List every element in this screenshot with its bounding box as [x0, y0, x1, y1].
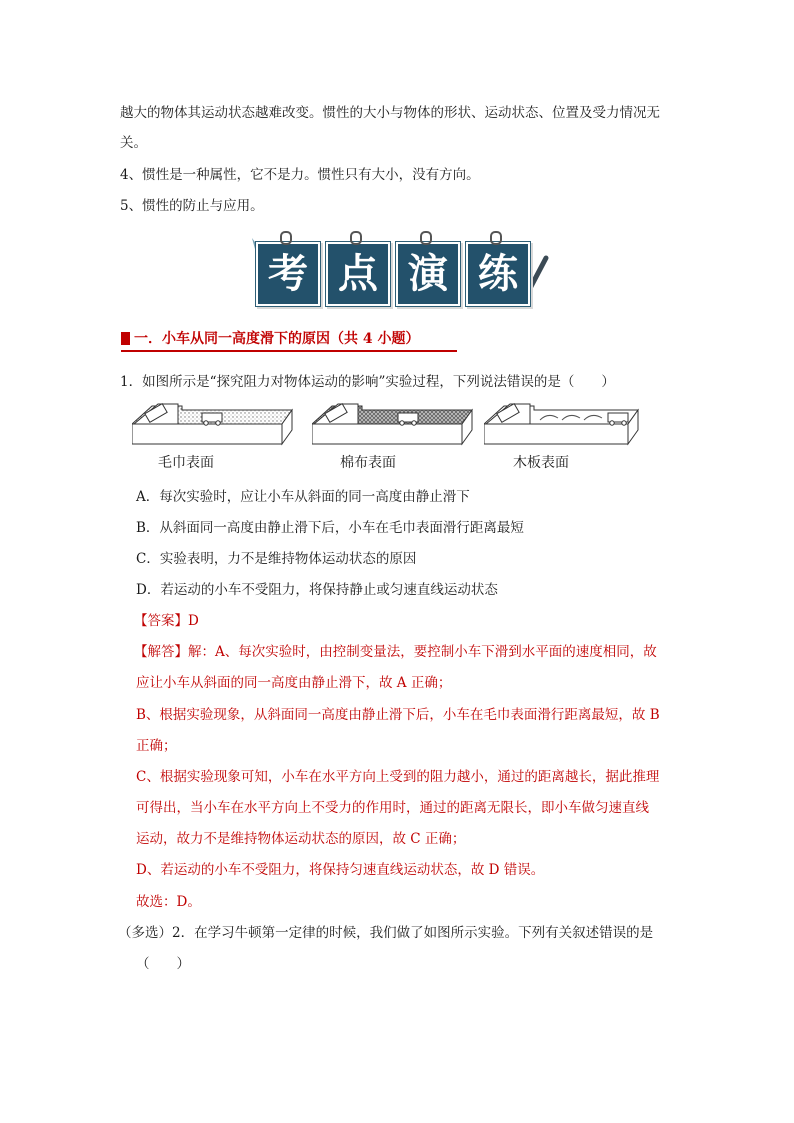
section-title: 一．小车从同一高度滑下的原因（共 4 小题）: [134, 331, 420, 347]
q1-analysis-line: C、根据实验现象可知，小车在水平方向上受到的阻力越小，通过的距离越长，据此推理: [136, 769, 660, 785]
caption-cotton: 棉布表面: [340, 455, 396, 471]
q1-analysis-line: 【解答】解：A、每次实验时，由控制变量法，要控制小车下滑到水平面的速度相同，故: [134, 644, 657, 660]
q1-stem: 1．如图所示是“探究阻力对物体运动的影响”实验过程，下列说法错误的是（ ）: [120, 374, 615, 390]
tile-ring: [280, 231, 292, 245]
q2-blank: （ ）: [136, 956, 190, 972]
q1-option-a: A．每次实验时，应让小车从斜面的同一高度由静止滑下: [136, 489, 470, 505]
tile-ring: [350, 231, 362, 245]
banner-char-3: 演: [396, 242, 460, 306]
caption-towel: 毛巾表面: [158, 455, 214, 471]
banner-char-4: 练: [466, 242, 530, 306]
figure-wood-surface: [484, 400, 644, 446]
practice-banner: [250, 236, 550, 308]
tile-ring: [490, 231, 502, 245]
banner-char-1: 考: [256, 242, 320, 306]
q1-analysis-line: 正确；: [136, 738, 177, 754]
banner-char-2: 点: [326, 242, 390, 306]
q1-analysis-line: 运动，故力不是维持物体运动状态的原因，故 C 正确；: [136, 831, 466, 847]
intro-line-1: 越大的物体其运动状态越难改变。惯性的大小与物体的形状、运动状态、位置及受力情况无: [120, 105, 660, 121]
q1-option-b: B．从斜面同一高度由静止滑下后，小车在毛巾表面滑行距离最短: [136, 520, 524, 536]
board-side: [132, 424, 282, 444]
q1-answer: 【答案】D: [134, 613, 199, 629]
caption-wood: 木板表面: [513, 455, 569, 471]
section-marker: [121, 332, 130, 345]
section-underline: [121, 350, 457, 352]
q1-analysis-line: 应让小车从斜面的同一高度由静止滑下，故 A 正确；: [136, 675, 452, 691]
board-side: [312, 424, 462, 444]
intro-item-4: 4、惯性是一种属性，它不是力。惯性只有大小，没有方向。: [120, 167, 480, 183]
tile-ring: [420, 231, 432, 245]
intro-item-5: 5、惯性的防止与应用。: [120, 198, 264, 214]
board-side: [484, 424, 628, 444]
q1-analysis-line: D、若运动的小车不受阻力，将保持匀速直线运动状态，故 D 错误。: [136, 862, 545, 878]
q1-analysis-line: 故选：D。: [136, 894, 201, 910]
q1-analysis-line: 可得出，当小车在水平方向上不受力的作用时，通过的距离无限长，即小车做匀速直线: [136, 800, 649, 816]
figure-towel-surface: [132, 400, 298, 446]
q1-option-d: D．若运动的小车不受阻力，将保持静止或匀速直线运动状态: [136, 582, 498, 598]
q1-analysis-line: B、根据实验现象，从斜面同一高度由静止滑下后，小车在毛巾表面滑行距离最短，故 B: [136, 707, 660, 723]
q2-stem: （多选）2．在学习牛顿第一定律的时候，我们做了如图所示实验。下列有关叙述错误的是: [118, 925, 654, 941]
q1-option-c: C．实验表明，力不是维持物体运动状态的原因: [136, 551, 417, 567]
intro-line-2: 关。: [120, 135, 147, 151]
figure-cotton-surface: [312, 400, 478, 446]
